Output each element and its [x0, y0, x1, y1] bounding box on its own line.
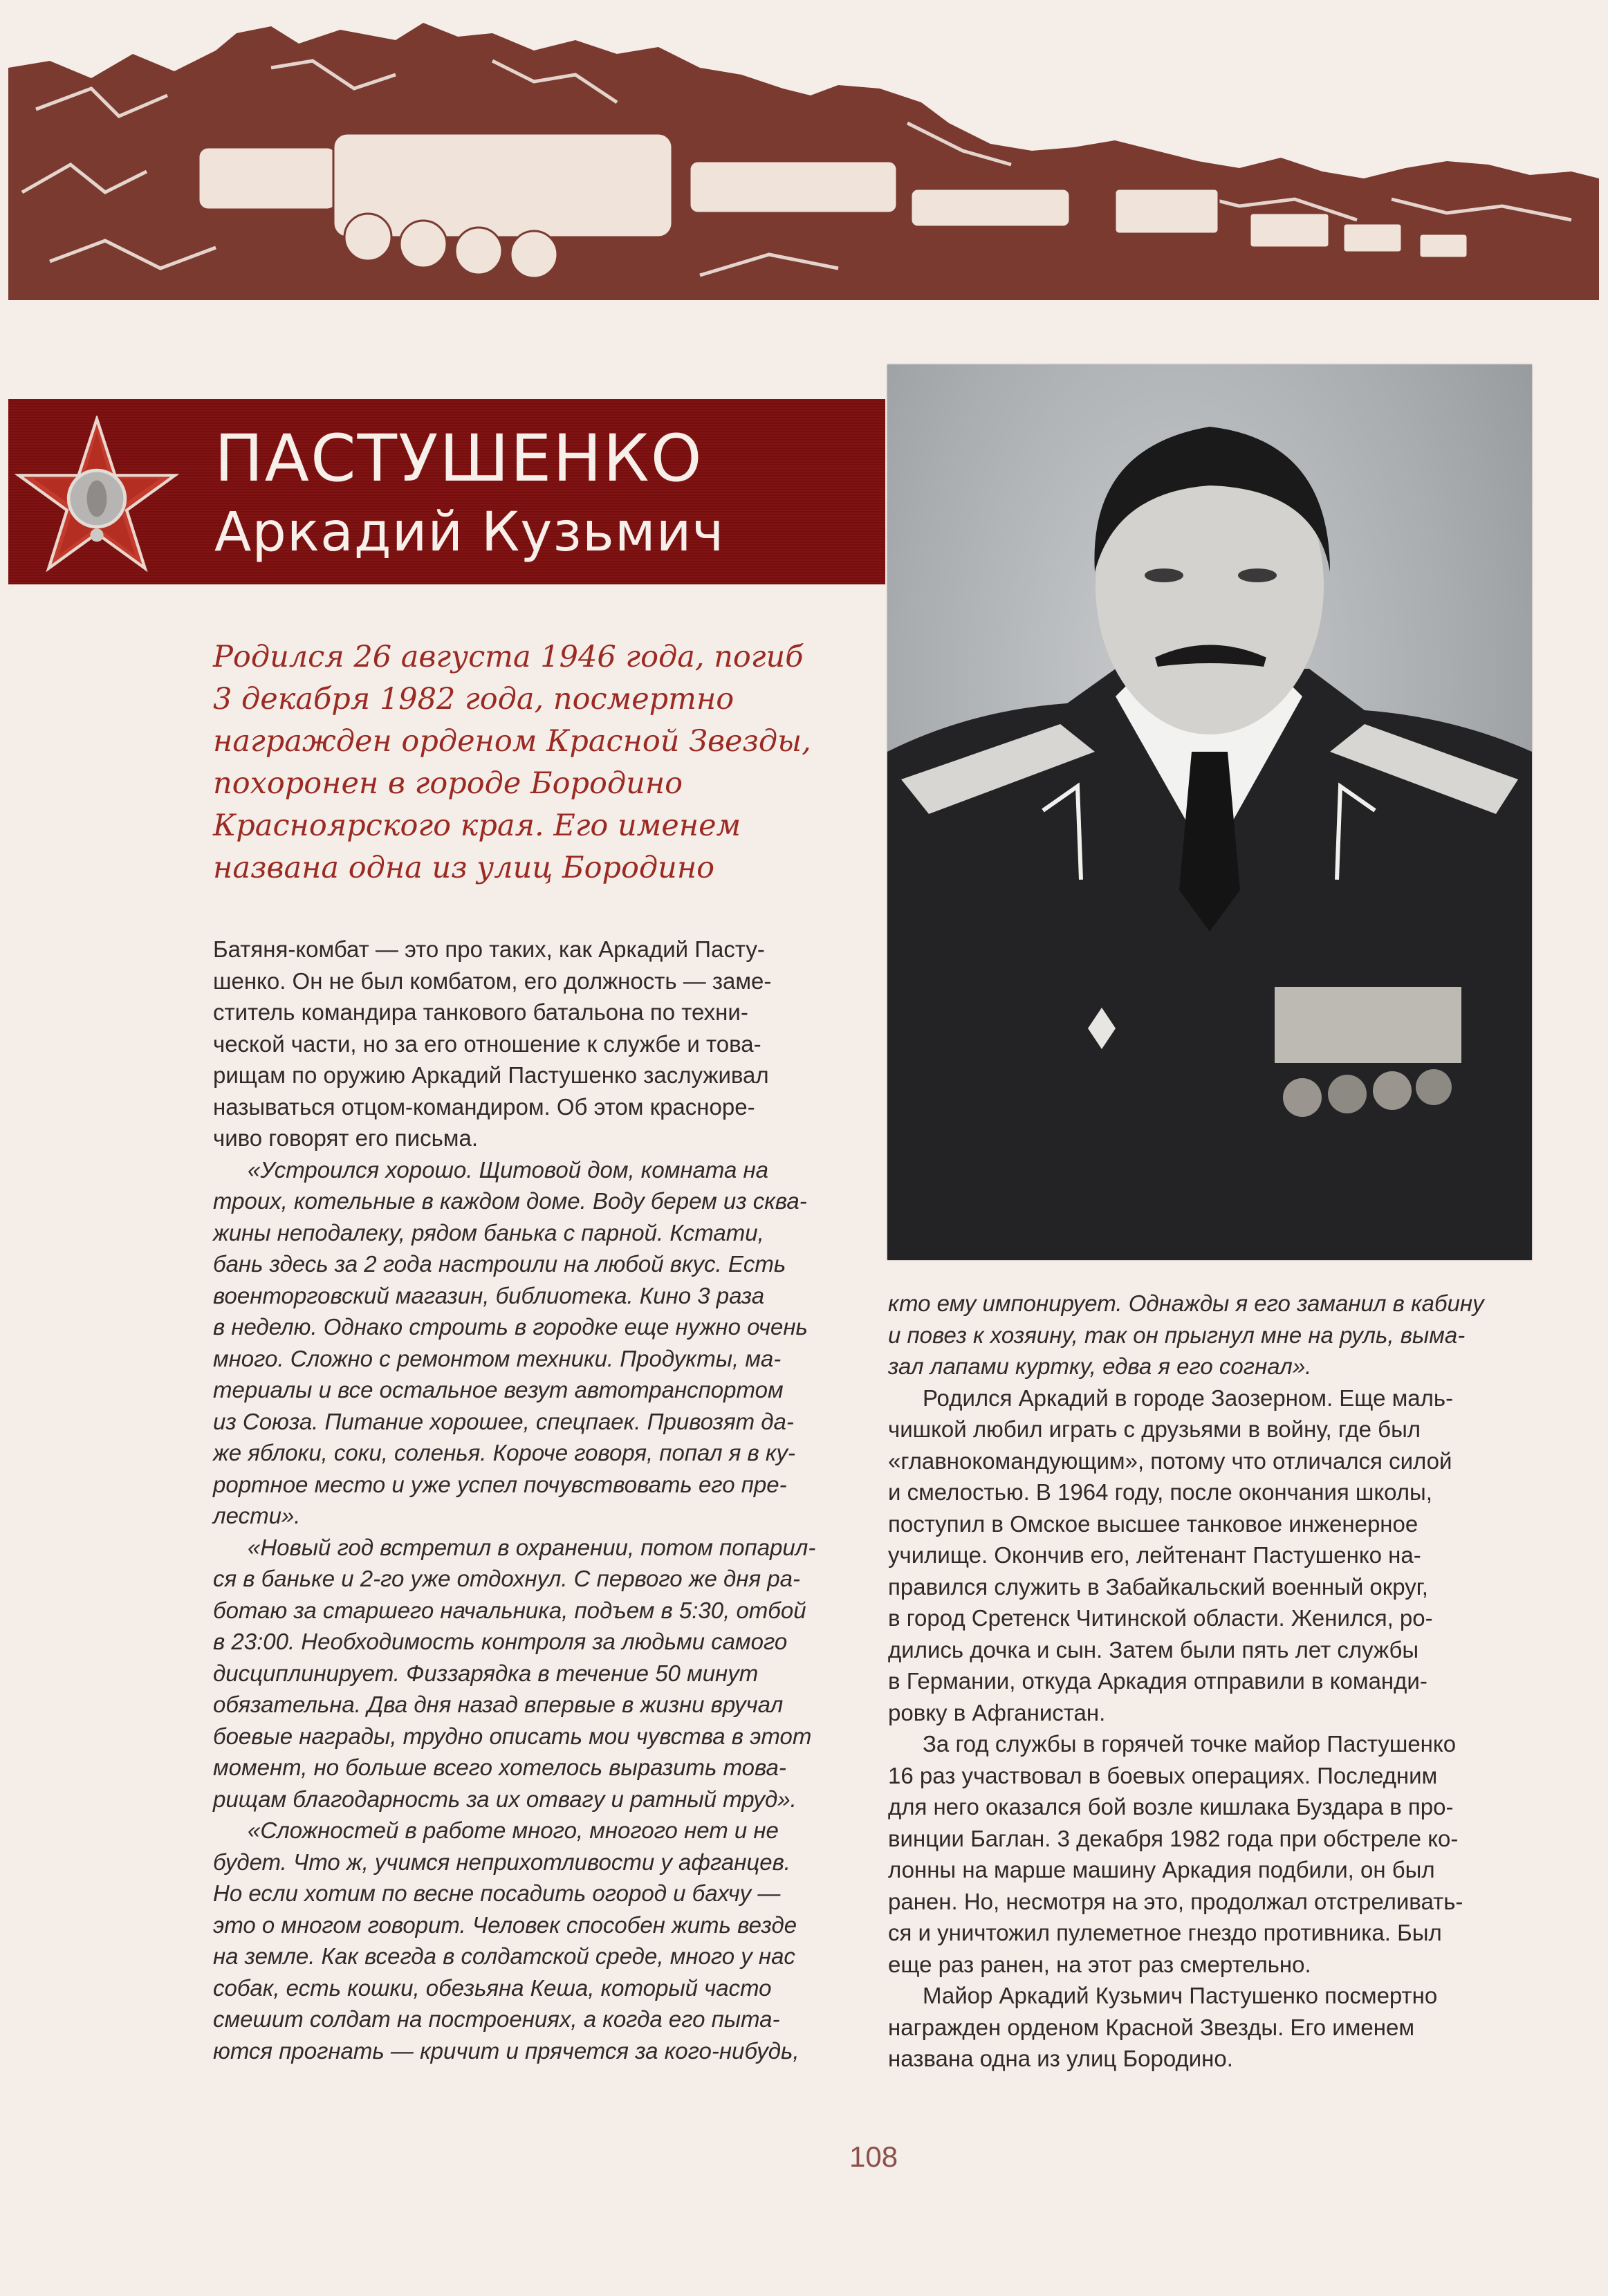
text-line: поступил в Омское высшее танковое инженерное — [888, 1510, 1418, 1537]
text-line: Майор Аркадий Кузьмич Пастушенко посмертно — [923, 1983, 1438, 2008]
quote-line: много. Сложно с ремонтом техники. Продукты, ма- — [213, 1345, 782, 1371]
lead-line: похоронен в городе Бородино — [213, 766, 683, 801]
quote-line: это о многом говорит. Человек способен жить везде — [213, 1911, 797, 1938]
quote-line: «Новый год встретил в охранении, потом попарил- — [248, 1534, 816, 1560]
text-line: в Германии, откуда Аркадия отправили в команди- — [888, 1668, 1427, 1694]
quote-line: бань здесь за 2 года настроили на любой вкус. Есть — [213, 1251, 786, 1277]
lead-line: названа одна из улиц Бородино — [213, 851, 715, 885]
quote-line: ботаю за старшего начальника, подъем в 5:30, отбой — [213, 1597, 806, 1623]
text-line: ровку в Афганистан. — [888, 1699, 1106, 1725]
text-line: называться отцом-командиром. Об этом красноре- — [213, 1093, 755, 1120]
page-number: 108 — [849, 2140, 898, 2173]
text-line: правился служить в Забайкальский военный округ, — [888, 1573, 1428, 1600]
given-names-heading: Аркадий Кузьмич — [214, 501, 725, 564]
quote-line: военторговский магазин, библиотека. Кино 3 раза — [213, 1282, 765, 1308]
lead-line: Красноярского края. Его именем — [213, 808, 741, 843]
text-line: 16 раз участвовал в боевых операциях. Последним — [888, 1762, 1438, 1788]
text-line: Батяня-комбат — это про таких, как Аркадий Пасту- — [213, 936, 765, 962]
text-line: ранен. Но, несмотря на это, продолжал отстреливать- — [888, 1888, 1463, 1914]
text-line: «главнокомандующим», потому что отличался силой — [888, 1447, 1452, 1474]
quote-line: кто ему импонирует. Однажды я его заманил в кабину — [888, 1290, 1484, 1316]
text-line: рищам по оружию Аркадий Пастушенко заслуживал — [213, 1062, 769, 1088]
text-line: винции Баглан. 3 декабря 1982 года при обстреле ко- — [888, 1825, 1459, 1851]
text-line: ститель командира танкового батальона по техни- — [213, 999, 748, 1025]
body-column-right — [888, 1288, 1531, 2075]
text-line: Родился Аркадий в городе Заозерном. Еще маль- — [923, 1385, 1454, 1411]
portrait-photo — [887, 364, 1532, 1260]
quote-line: «Устроился хорошо. Щитовой дом, комната на — [248, 1156, 769, 1183]
text-line: награжден орденом Красной Звезды. Его именем — [888, 2014, 1415, 2040]
quote-line: будет. Что ж, учимся неприхотливости у афганцев. — [213, 1849, 791, 1875]
quote-line: жины неподалеку, рядом банька с парной. Кстати, — [213, 1219, 764, 1246]
quote-line: зал лапами куртку, едва я его согнал». — [888, 1353, 1312, 1379]
text-line: За год службы в горячей точке майор Пастушенко — [923, 1731, 1457, 1757]
quote-line: на земле. Как всегда в солдатской среде, много у нас — [213, 1943, 795, 1969]
header-illustration — [8, 12, 1599, 300]
order-of-the-red-star-icon — [10, 416, 184, 582]
text-line: ческой части, но за его отношение к службе и това- — [213, 1030, 761, 1057]
military-convoy-mountains-icon — [8, 12, 1599, 300]
lead-line: Родился 26 августа 1946 года, погиб — [213, 640, 804, 674]
quote-line: ся в баньке и 2-го уже отдохнул. С первого же дня ра- — [213, 1566, 800, 1591]
quote-line: лести». — [213, 1503, 301, 1528]
text-line: ся и уничтожил пулеметное гнездо противника. Был — [888, 1920, 1442, 1945]
text-line: училище. Окончив его, лейтенант Пастушенко на- — [888, 1542, 1421, 1568]
lead-summary — [213, 636, 849, 889]
quote-line: ются прогнать — кричит и прячется за кого-нибудь, — [213, 2037, 800, 2064]
text-line: чишкой любил играть с друзьями в войну, где был — [888, 1416, 1421, 1442]
text-line: еще раз ранен, на этот раз смертельно. — [888, 1951, 1311, 1977]
text-line: чиво говорят его письма. — [213, 1125, 479, 1151]
surname-heading: ПАСТУШЕНКО — [214, 421, 703, 497]
quote-line: «Сложностей в работе много, многого нет и не — [248, 1817, 779, 1843]
quote-line: рищам благодарность за их отвагу и ратный труд». — [213, 1786, 797, 1812]
lead-line: награжден орденом Красной Звезды, — [213, 724, 811, 759]
quote-line: в неделю. Однако строить в городке еще нужно очень — [213, 1314, 808, 1340]
quote-line: собак, есть кошки, обезьяна Кеша, который часто — [213, 1974, 772, 2001]
quote-line: смешит солдат на построениях, а когда его пыта- — [213, 2006, 780, 2032]
quote-line: в 23:00. Необходимость контроля за людьми самого — [213, 1629, 788, 1654]
text-line: для него оказался бой возле кишлака Буздара в про- — [888, 1794, 1454, 1820]
lead-line: 3 декабря 1982 года, посмертно — [213, 682, 734, 716]
text-line: дились дочка и сын. Затем были пять лет службы — [888, 1636, 1419, 1663]
quote-line: момент, но больше всего хотелось выразить това- — [213, 1755, 786, 1780]
quote-line: дисциплинирует. Физзарядка в течение 50 минут — [213, 1660, 759, 1686]
quote-line: териалы и все остальное везут автотранспортом — [213, 1377, 784, 1402]
text-line: шенко. Он не был комбатом, его должность — заме- — [213, 968, 772, 994]
quote-line: и повез к хозяину, так он прыгнул мне на руль, выма- — [888, 1322, 1466, 1348]
text-line: лонны на марше машину Аркадия подбили, он был — [888, 1857, 1435, 1882]
name-banner — [8, 399, 885, 584]
text-line: названа одна из улиц Бородино. — [888, 2046, 1233, 2071]
quote-line: троих, котельные в каждом доме. Воду берем из сква- — [213, 1188, 807, 1214]
quote-line: рортное место и уже успел почувствовать его пре- — [213, 1471, 787, 1497]
officer-portrait-icon — [887, 364, 1532, 1260]
quote-line: из Союза. Питание хорошее, спецпаек. Привозят да- — [213, 1408, 794, 1434]
text-line: в город Сретенск Читинской области. Женился, ро- — [888, 1605, 1433, 1631]
body-column-left — [213, 934, 856, 2066]
quote-line: боевые награды, трудно описать мои чувства в этот — [213, 1723, 812, 1749]
quote-line: Но если хотим по весне посадить огород и бахчу — — [213, 1880, 781, 1906]
quote-line: же яблоки, соки, соленья. Короче говоря, попал я в ку- — [213, 1440, 795, 1465]
text-line: и смелостью. В 1964 году, после окончания школы, — [888, 1479, 1432, 1505]
quote-line: обязательна. Два дня назад впервые в жизни вручал — [213, 1692, 784, 1717]
